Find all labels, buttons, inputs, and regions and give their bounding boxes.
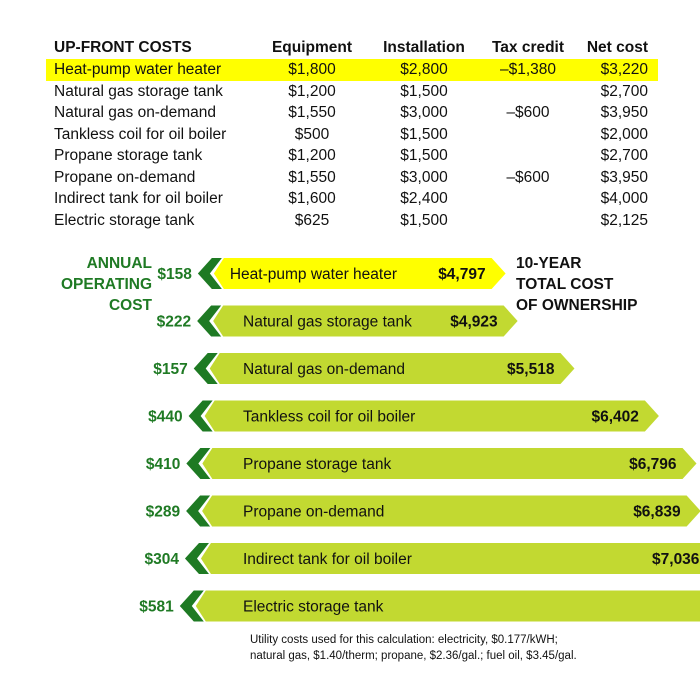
cell-installation: $1,500 bbox=[400, 147, 448, 164]
cell-tax-credit: –$1,380 bbox=[480, 59, 576, 81]
bar-category-label: Heat-pump water heater bbox=[229, 266, 398, 283]
bar-value-label: $6,839 bbox=[633, 503, 681, 521]
cell-net-cost: $2,700 bbox=[600, 147, 648, 164]
cell-equipment: $1,200 bbox=[288, 147, 336, 164]
bar-category-label: Electric storage tank bbox=[243, 598, 384, 616]
bar-row bbox=[146, 448, 697, 479]
bar-category-label: Indirect tank for oil boiler bbox=[243, 551, 412, 568]
cell-installation: $2,800 bbox=[368, 59, 480, 81]
bar-value-label: $6,402 bbox=[591, 408, 639, 426]
cell-equipment: $1,550 bbox=[288, 104, 336, 121]
total-label-line: TOTAL COST bbox=[516, 276, 614, 293]
cell-name: Propane on-demand bbox=[54, 168, 196, 186]
operating-cost-label: $289 bbox=[145, 503, 181, 521]
cell-installation: $1,500 bbox=[400, 125, 448, 143]
operating-cost-label: $304 bbox=[144, 551, 179, 568]
bar-row bbox=[157, 258, 505, 289]
header-tax-credit: Tax credit bbox=[491, 39, 565, 57]
annual-label-line: ANNUAL bbox=[86, 255, 152, 272]
bar-category-label: Propane on-demand bbox=[243, 503, 385, 521]
header-equipment: Equipment bbox=[271, 39, 353, 57]
footnote-line: natural gas, $1.40/therm; propane, $2.36/gal.; fuel oil, $3.45/gal. bbox=[250, 650, 577, 662]
cell-name: Heat-pump water heater bbox=[46, 59, 256, 81]
operating-cost-label: $222 bbox=[156, 313, 192, 331]
cell-equipment: $1,600 bbox=[288, 190, 336, 207]
bar-value-label: $7,036 bbox=[652, 551, 700, 568]
bar-value-label: $6,796 bbox=[629, 456, 677, 473]
bar-row bbox=[148, 401, 659, 432]
bar-row bbox=[157, 306, 518, 337]
cell-equipment: $625 bbox=[294, 211, 330, 229]
footnote bbox=[250, 632, 690, 664]
annual-label-line: COST bbox=[108, 297, 152, 314]
operating-cost-label: $440 bbox=[148, 408, 183, 426]
bar-category-label: Natural gas on-demand bbox=[243, 361, 405, 378]
cell-tax-credit: –$600 bbox=[506, 104, 550, 121]
annual-label-line: OPERATING bbox=[61, 276, 152, 293]
cell-name: Propane storage tank bbox=[54, 147, 203, 164]
cell-installation: $1,500 bbox=[400, 82, 448, 100]
cell-installation: $1,500 bbox=[400, 211, 448, 229]
cell-equipment: $1,550 bbox=[288, 168, 336, 186]
cell-equipment: $500 bbox=[294, 125, 330, 143]
cell-net-cost: $2,125 bbox=[600, 211, 648, 229]
total-label-line: 10-YEAR bbox=[516, 255, 582, 272]
bar-category-label: Tankless coil for oil boiler bbox=[243, 408, 416, 426]
cell-net-cost: $3,950 bbox=[600, 168, 648, 186]
cell-name: Natural gas on-demand bbox=[54, 104, 216, 121]
operating-cost-label: $581 bbox=[139, 598, 174, 616]
bar-category-label: Natural gas storage tank bbox=[243, 313, 412, 331]
bar-row bbox=[146, 496, 700, 527]
operating-cost-label: $410 bbox=[145, 456, 181, 473]
cell-tax-credit: –$600 bbox=[506, 168, 550, 186]
cell-net-cost: $4,000 bbox=[600, 190, 648, 207]
cell-installation: $3,000 bbox=[400, 168, 448, 186]
cell-installation: $3,000 bbox=[400, 104, 448, 121]
cell-name: Indirect tank for oil boiler bbox=[54, 190, 223, 207]
bar-value-label: $4,923 bbox=[450, 313, 498, 331]
header-up-front-costs: UP-FRONT COSTS bbox=[54, 39, 192, 57]
bar-row bbox=[144, 543, 700, 574]
cell-net-cost: $2,000 bbox=[600, 125, 648, 143]
operating-cost-label: $158 bbox=[157, 266, 192, 283]
cell-name: Electric storage tank bbox=[54, 211, 195, 229]
bar-category-label: Propane storage tank bbox=[243, 456, 392, 473]
cell-equipment: $1,800 bbox=[256, 59, 368, 81]
bar-row bbox=[153, 353, 574, 384]
cell-name: Natural gas storage tank bbox=[54, 82, 223, 100]
bar-row bbox=[139, 591, 700, 622]
header-installation: Installation bbox=[383, 39, 465, 57]
footnote-line: Utility costs used for this calculation: electricity, $0.177/kWH; bbox=[250, 634, 558, 646]
cell-installation: $2,400 bbox=[400, 190, 448, 207]
cell-equipment: $1,200 bbox=[288, 82, 336, 100]
bar-value-label: $5,518 bbox=[507, 361, 555, 378]
bar-value-label: $4,797 bbox=[438, 266, 486, 283]
cell-net-cost: $2,700 bbox=[600, 82, 648, 100]
header-net-cost: Net cost bbox=[586, 39, 648, 57]
total-label-line: OF OWNERSHIP bbox=[516, 297, 638, 314]
cell-net-cost: $3,220 bbox=[576, 59, 658, 81]
cell-net-cost: $3,950 bbox=[600, 104, 648, 121]
operating-cost-label: $157 bbox=[153, 361, 188, 378]
cell-name: Tankless coil for oil boiler bbox=[54, 125, 227, 143]
